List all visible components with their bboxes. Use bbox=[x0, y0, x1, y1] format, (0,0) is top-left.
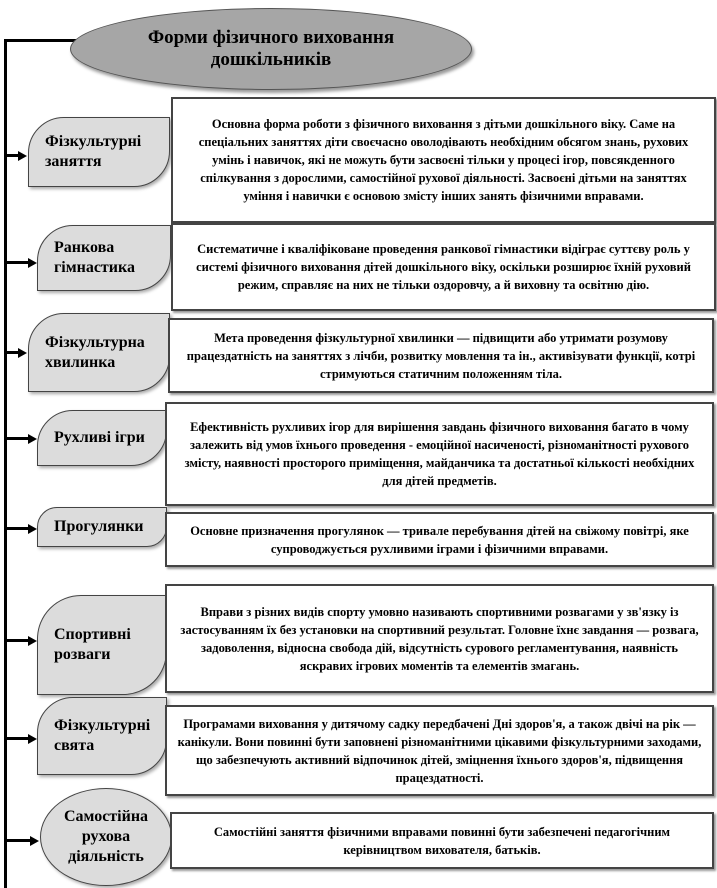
arrow-icon bbox=[28, 524, 37, 534]
connector bbox=[4, 154, 18, 157]
arrow-icon bbox=[28, 258, 37, 268]
form-item: Фізкультурні заняття bbox=[28, 117, 170, 187]
form-description: Програмами виховання у дитячому садку передбачені Дні здоров'я, а також двічі на рік — канікули. Вони повинні бути заповнені різноманітними цікавими фізкультурними заходами, що забезпечують активний відпочинок дітей, зміцнення їхнього здоров'я, підвищення працездатності. bbox=[165, 705, 714, 796]
form-description: Ефективність рухливих ігор для вирішення завдань фізичного виховання багато в чому залежить від умов їхнього проведення - емоційної насиченості, різноманітності рухового змісту, наявності просторого приміщення, майданчика та достатньої кількості необхідних для дітей предметів. bbox=[165, 402, 714, 506]
connector bbox=[4, 839, 30, 842]
form-description: Вправи з різних видів спорту умовно називають спортивними розвагами у зв'язку із застосуванням їх без установки на спортивний результат. Головне їхнє завдання — розвага, задоволення, відносна свобода дій, відсутність сурового регламентування, наявність яскравих ігрових моментів та елементів змагань. bbox=[165, 584, 714, 693]
arrow-icon bbox=[28, 434, 37, 444]
arrow-icon bbox=[30, 836, 39, 846]
arrow-icon bbox=[28, 636, 37, 646]
connector bbox=[4, 437, 28, 440]
arrow-icon bbox=[28, 734, 37, 744]
form-description: Мета проведення фізкультурної хвилинки — підвищити або утримати розумову працездатність на заняттях з лічби, розвитку мовлення та ін., активізувати функції, котрі стримуються статичним положенням тіла. bbox=[168, 318, 714, 393]
connector bbox=[4, 351, 18, 354]
form-item: Самостійна рухова діяльність bbox=[40, 788, 172, 886]
connector bbox=[4, 639, 28, 642]
form-item: Фізкультурна хвилинка bbox=[28, 313, 170, 392]
form-description: Систематичне і кваліфіковане проведення ранкової гімнастики відіграє суттєву роль у системі фізичного виховання дітей дошкільного віку, оскільки розширює їхній руховий режим, справляє на них не тільки оздоровчу, а й виховну та освітню дію. bbox=[171, 223, 716, 311]
connector bbox=[4, 527, 28, 530]
connector-title bbox=[4, 39, 76, 42]
form-item: Спортивні розваги bbox=[37, 595, 167, 695]
form-description: Основне призначення прогулянок — тривале перебування дітей на свіжому повітрі, яке супроводжується рухливими іграми і фізичними вправами. bbox=[165, 512, 714, 567]
connector bbox=[4, 737, 28, 740]
form-description: Основна форма роботи з фізичного виховання з дітьми дошкільного віку. Саме на спеціальних заняттях діти своєчасно оволодівають необхідним обсягом знань, рухових умінь і навичок, які не можуть бути засвоєні тільки у процесі ігор, повсякденного спілкування з дорослими, самостійної рухової діяльності. Засвоєні дітьми на заняттях уміння і навички є основою змісту інших занять фізичними вправами. bbox=[171, 97, 716, 223]
form-description: Самостійні заняття фізичними вправами повинні бути забезпечені педагогічним керівництвом вихователя, батьків. bbox=[170, 812, 714, 869]
diagram-title: Форми фізичного виховання дошкільників bbox=[70, 8, 472, 90]
form-item: Прогулянки bbox=[37, 507, 167, 547]
form-item: Фізкультурні свята bbox=[37, 697, 167, 775]
arrow-icon bbox=[18, 151, 27, 161]
arrow-icon bbox=[18, 348, 27, 358]
form-item: Рухливі ігри bbox=[37, 410, 167, 466]
connector-trunk bbox=[4, 40, 7, 888]
connector bbox=[4, 261, 28, 264]
form-item: Ранкова гімнастика bbox=[37, 225, 171, 291]
